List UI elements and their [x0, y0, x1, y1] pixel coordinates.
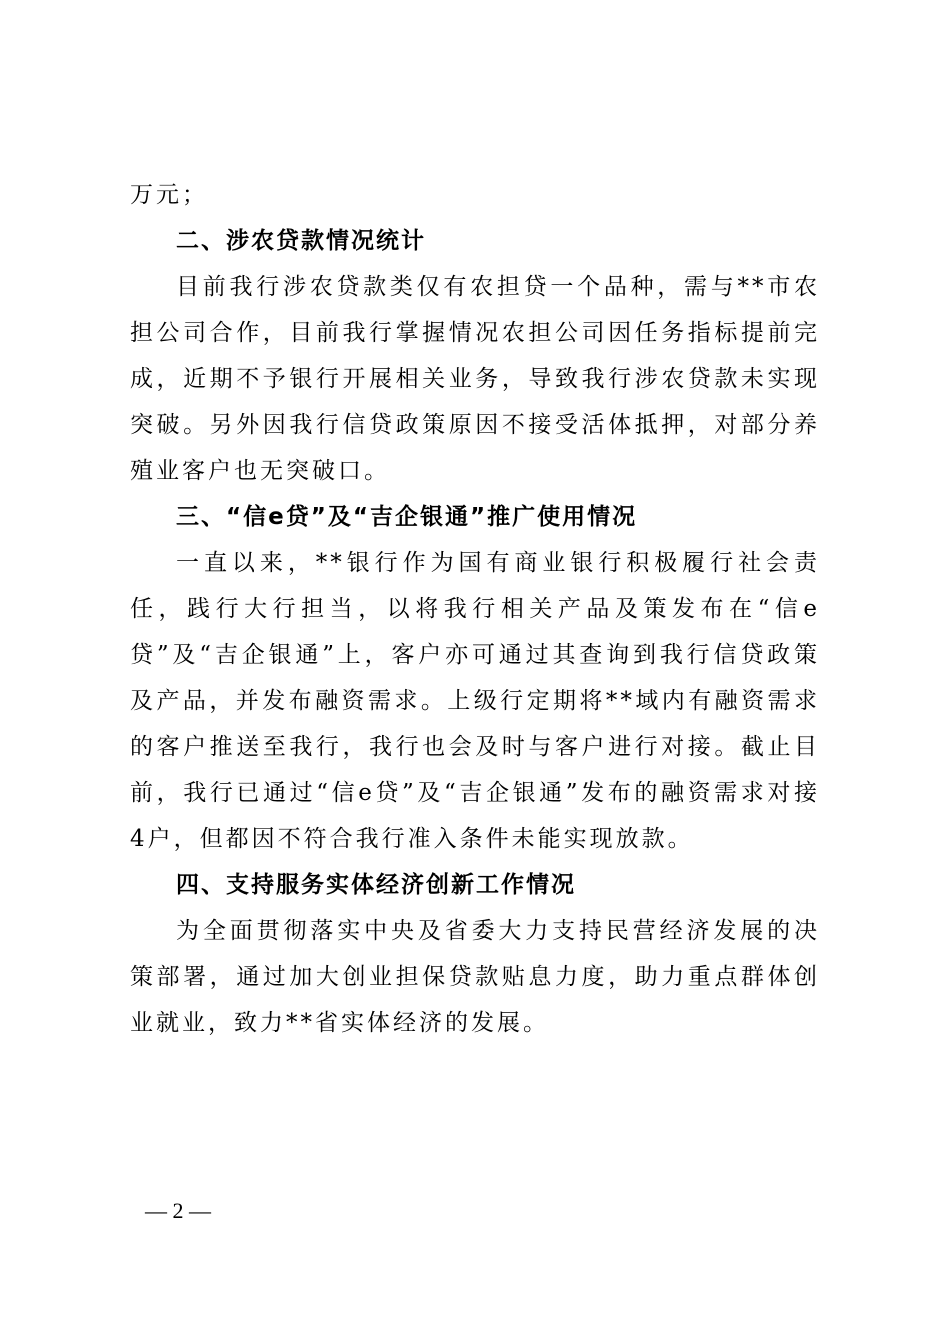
continuation-text: 万元；: [130, 182, 208, 208]
section-heading-promotion: 三、“信e贷”及“吉企银通”推广使用情况: [176, 504, 638, 530]
section-heading-agri-loans: 二、涉农贷款情况统计: [176, 228, 426, 254]
section-heading-innovation: 四、支持服务实体经济创新工作情况: [176, 872, 576, 898]
document-body: [130, 172, 820, 1046]
section-paragraph-promotion: 一直以来，**银行作为国有商业银行积极履行社会责任，践行大行担当，以将我行相关产品及策发布在“信e贷”及“吉企银通”上，客户亦可通过其查询到我行信贷政策及产品，并发布融资需求。上级行定期将**域内有融资需求的客户推送至我行，我行也会及时与客户进行对接。截止目前，我行已通过“信e贷”及“吉企银通”发布的融资需求对接4户，但都因不符合我行准入条件未能实现放款。: [130, 550, 820, 852]
section-paragraph-innovation: 为全面贯彻落实中央及省委大力支持民营经济发展的决策部署，通过加大创业担保贷款贴息力度，助力重点群体创业就业，致力**省实体经济的发展。: [130, 918, 820, 1036]
page-number: — 2 —: [145, 1198, 211, 1223]
section-paragraph-agri-loans: 目前我行涉农贷款类仅有农担贷一个品种，需与**市农担公司合作，目前我行掌握情况农担公司因任务指标提前完成，近期不予银行开展相关业务，导致我行涉农贷款未实现突破。另外因我行信贷政策原因不接受活体抵押，对部分养殖业客户也无突破口。: [130, 274, 820, 484]
